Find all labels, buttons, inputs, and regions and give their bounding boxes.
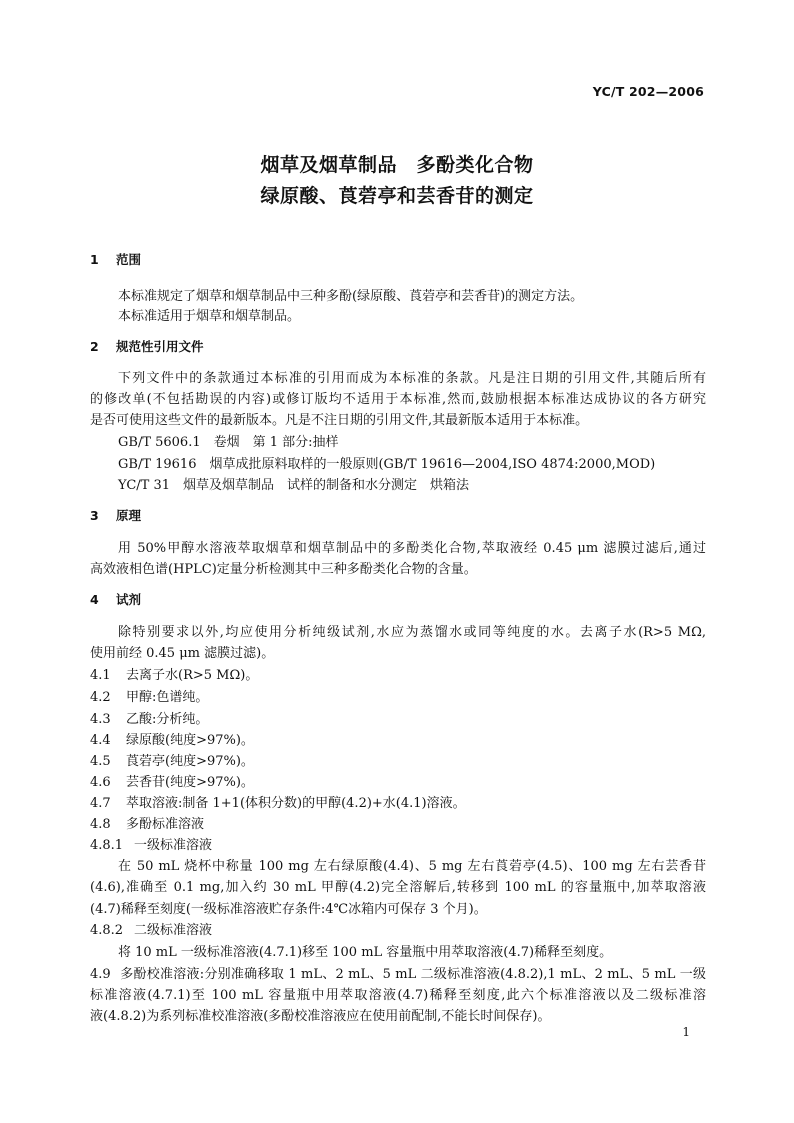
list-item-4-6: 4.6 芸香苷(纯度>97%)。 [90, 775, 254, 790]
list-item-4-8: 4.8 多酚标准溶液 [90, 817, 205, 832]
document-title-line-2: 绿原酸、莨菪亭和芸香苷的测定 [260, 185, 534, 207]
section-2-paragraph-line-2: 的修改单(不包括勘误的内容)或修订版均不适用于本标准,然而,鼓励根据本标准达成协议的各方研究 [90, 392, 706, 407]
standard-code: YC/T 202—2006 [592, 84, 704, 99]
list-item-4-5: 4.5 莨菪亭(纯度>97%)。 [90, 754, 254, 769]
section-4-line-2: 使用前经 0.45 μm 滤膜过滤)。 [90, 646, 275, 661]
reference-gbt-5606-1: GB/T 5606.1 卷烟 第 1 部分:抽样 [118, 435, 339, 450]
list-item-4-3: 4.3 乙酸:分析纯。 [90, 712, 209, 727]
section-1-paragraph-2: 本标准适用于烟草和烟草制品。 [118, 309, 301, 324]
list-item-4-1: 4.1 去离子水(R>5 MΩ)。 [90, 668, 259, 683]
section-4-line-1: 除特别要求以外,均应使用分析纯级试剂,水应为蒸馏水或同等纯度的水。去离子水(R>5 MΩ, [118, 625, 706, 640]
section-3-line-2: 高效液相色谱(HPLC)定量分析检测其中三种多酚类化合物的含量。 [90, 562, 477, 577]
subsection-4-8-1-line-1: 在 50 mL 烧杯中称量 100 mg 左右绿原酸(4.4)、5 mg 左右莨菪亭(4.5)、100 mg 左右芸香苷 [118, 859, 706, 874]
subsection-4-8-2-heading: 4.8.2 二级标准溶液 [90, 923, 213, 938]
list-item-4-4: 4.4 绿原酸(纯度>97%)。 [90, 733, 254, 748]
page-number: 1 [682, 1025, 690, 1039]
subsection-4-8-2-line-1: 将 10 mL 一级标准溶液(4.7.1)移至 100 mL 容量瓶中用萃取溶液(4.7)稀释至刻度。 [118, 945, 613, 960]
subsection-4-8-1-line-3: (4.7)稀释至刻度(一级标准溶液贮存条件:4℃冰箱内可保存 3 个月)。 [90, 902, 487, 917]
section-2-paragraph-line-1: 下列文件中的条款通过本标准的引用而成为本标准的条款。凡是注日期的引用文件,其随后所有 [118, 371, 706, 386]
subsection-4-9-line-3: 液(4.8.2)为系列标准校准溶液(多酚校准溶液应在使用前配制,不能长时间保存)。 [90, 1009, 551, 1024]
reference-gbt-19616: GB/T 19616 烟草成批原料取样的一般原则(GB/T 19616—2004,ISO 4874:2000,MOD) [118, 457, 656, 472]
list-item-4-2: 4.2 甲醇:色谱纯。 [90, 690, 209, 705]
subsection-4-9-line-1: 4.9 多酚校准溶液:分别准确移取 1 mL、2 mL、5 mL 二级标准溶液(4.8.2),1 mL、2 mL、5 mL 一级 [90, 967, 706, 982]
list-item-4-7: 4.7 萃取溶液:制备 1+1(体积分数)的甲醇(4.2)+水(4.1)溶液。 [90, 796, 466, 811]
section-3-heading: 3 原理 [90, 508, 142, 523]
subsection-4-8-1-line-2: (4.6),准确至 0.1 mg,加入约 30 mL 甲醇(4.2)完全溶解后,转移到 100 mL 的容量瓶中,加萃取溶液 [90, 880, 706, 895]
section-1-paragraph-1: 本标准规定了烟草和烟草制品中三种多酚(绿原酸、莨菪亭和芸香苷)的测定方法。 [118, 289, 584, 304]
section-1-heading: 1 范围 [90, 252, 142, 267]
subsection-4-9-line-2: 标准溶液(4.7.1)至 100 mL 容量瓶中用萃取溶液(4.7)稀释至刻度,此六个标准溶液以及二级标准溶 [90, 988, 706, 1003]
section-4-heading: 4 试剂 [90, 592, 142, 607]
section-3-line-1: 用 50%甲醇水溶液萃取烟草和烟草制品中的多酚类化合物,萃取液经 0.45 μm 滤膜过滤后,通过 [118, 541, 706, 556]
subsection-4-8-1-heading: 4.8.1 一级标准溶液 [90, 838, 213, 853]
section-2-heading: 2 规范性引用文件 [90, 339, 204, 354]
section-2-paragraph-line-3: 是否可使用这些文件的最新版本。凡是不注日期的引用文件,其最新版本适用于本标准。 [90, 413, 589, 428]
document-title-line-1: 烟草及烟草制品 多酚类化合物 [260, 154, 534, 176]
reference-yct-31: YC/T 31 烟草及烟草制品 试样的制备和水分测定 烘箱法 [118, 478, 470, 493]
